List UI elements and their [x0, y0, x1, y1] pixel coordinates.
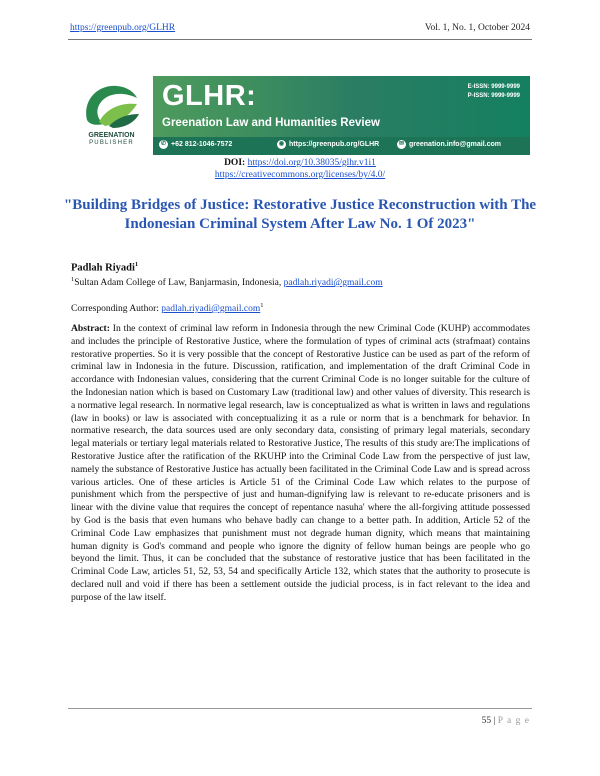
abstract-text: In the context of criminal law reform in Indonesia through the new Criminal Code (KUHP) accommodates and includes the principle of Restorative Justice, where the formulation of types of criminal acts (strafmaat) contains restorative properties. So it is very possible that the concept of Restorative Justice can be used as part of the reform of criminal law in Indonesia in the future. Discussion, ratification, and implementation of the draft Criminal Code in accordance with Indonesian values, considering that the current Criminal Code is no longer suitable for the culture of the Indonesian nation which is based on Customary Law (traditional law) and other values of diversity. This research is a normative legal research. In normative legal research, law is conceptualized as what is written in laws and regulations (law in books) or law is associated with conceptualizing it as a rule or norm that is a benchmark for behavior. In normative research, the data sources used are only secondary data, consisting of primary legal materials, secondary legal materials or tertiary legal materials related to Restorative Justice, The results of this study are:The implications of Restorative Justice after the ratification of the RKUHP into the Criminal Code Law from the perspective of just law, namely the substance of Restorative Justice has actually been facilitated in the Criminal Code Law and is spread across various articles. One of these articles is Article 51 of the Criminal Code Law which relates to the purpose of punishment which from the perspective of just and human-dignifying law is relevant to re-educate prisoners and is linear with the divine value that requires the concept of repentance nasuha' where the all-forgiving attitude possessed by God is the basis that even humans who behave badly can change to a better path. In addition, Article 52 of the Criminal Code Law emphasizes that punishment must not degrade human dignity, which means that maintaining human dignity is God's command and people who ignore the dignity of fellow human beings are people who go beyond the limit. Thus, it can be concluded that the substance of restorative justice that has been facilitated in the Criminal Code Law, articles 51, 52, 53, 54 and specifically Article 132, which states that the authority to prosecute is declared null and void if there has been a settlement outside the judicial process, is in fact relevant to the idea and purpose of the law itself.: [71, 323, 530, 603]
header-divider: [68, 39, 532, 40]
license-link[interactable]: https://creativecommons.org/licenses/by/4.0/: [214, 170, 386, 180]
e-issn: E-ISSN: 9999-9999: [467, 84, 520, 90]
doi-line: [0, 158, 600, 168]
author-name: [71, 261, 138, 274]
email-contact[interactable]: [397, 140, 501, 149]
corresponding-label: Corresponding Author:: [71, 304, 162, 315]
page-footer: [482, 716, 530, 726]
affiliation-institution: Sultan Adam College of Law, Banjarmasin, Indonesia,: [74, 278, 284, 289]
phone-number: +62 812-1046-7572: [171, 141, 233, 148]
contact-strip: [153, 137, 530, 155]
paper-title: "Building Bridges of Justice: Restorative Justice Reconstruction with The Indonesian Criminal System After Law No. 1 Of 2023": [63, 197, 537, 232]
license-line: [0, 170, 600, 180]
logo-publisher: PUBLISHER: [89, 140, 134, 146]
page-number: 55: [481, 716, 492, 726]
banner-subtitle: Greenation Law and Humanities Review: [162, 117, 380, 129]
affiliation-sup: 1: [71, 276, 75, 283]
affiliation: [71, 276, 383, 288]
whatsapp-icon: ✆: [160, 141, 167, 147]
phone-contact: [159, 140, 232, 149]
banner-title: GLHR:: [162, 80, 257, 112]
greenation-logo-icon: [79, 80, 145, 134]
globe-icon: ◉: [278, 141, 285, 147]
author-sup: 1: [134, 261, 139, 268]
abstract-label: Abstract:: [71, 323, 110, 334]
footer-divider: [68, 708, 532, 709]
journal-banner: [70, 76, 530, 155]
corresponding-sup: 1: [260, 302, 264, 309]
page-label: P a g e: [497, 716, 530, 726]
website-text[interactable]: https://greenpub.org/GLHR: [289, 141, 380, 148]
doi-label: DOI:: [224, 158, 246, 168]
author-name-text: Padlah Riyadi: [71, 262, 135, 274]
email-text[interactable]: greenation.info@gmail.com: [409, 141, 502, 148]
p-issn: P-ISSN: 9999-9999: [467, 93, 520, 99]
affiliation-email-link[interactable]: padlah.riyadi@gmail.com: [283, 278, 383, 289]
mail-icon: ✉: [398, 141, 405, 147]
page-separator: |: [491, 716, 498, 726]
website-contact[interactable]: [277, 140, 379, 149]
logo-panel: [70, 76, 153, 155]
corresponding-author: [71, 302, 263, 314]
doi-link[interactable]: https://doi.org/10.38035/glhr.v1i1: [247, 158, 376, 168]
logo-name: GREENATION: [88, 132, 135, 139]
journal-url-link[interactable]: https://greenpub.org/GLHR: [70, 23, 176, 33]
volume-info: Vol. 1, No. 1, October 2024: [424, 23, 530, 33]
abstract: [71, 323, 530, 605]
corresponding-email-link[interactable]: padlah.riyadi@gmail.com: [161, 304, 261, 315]
